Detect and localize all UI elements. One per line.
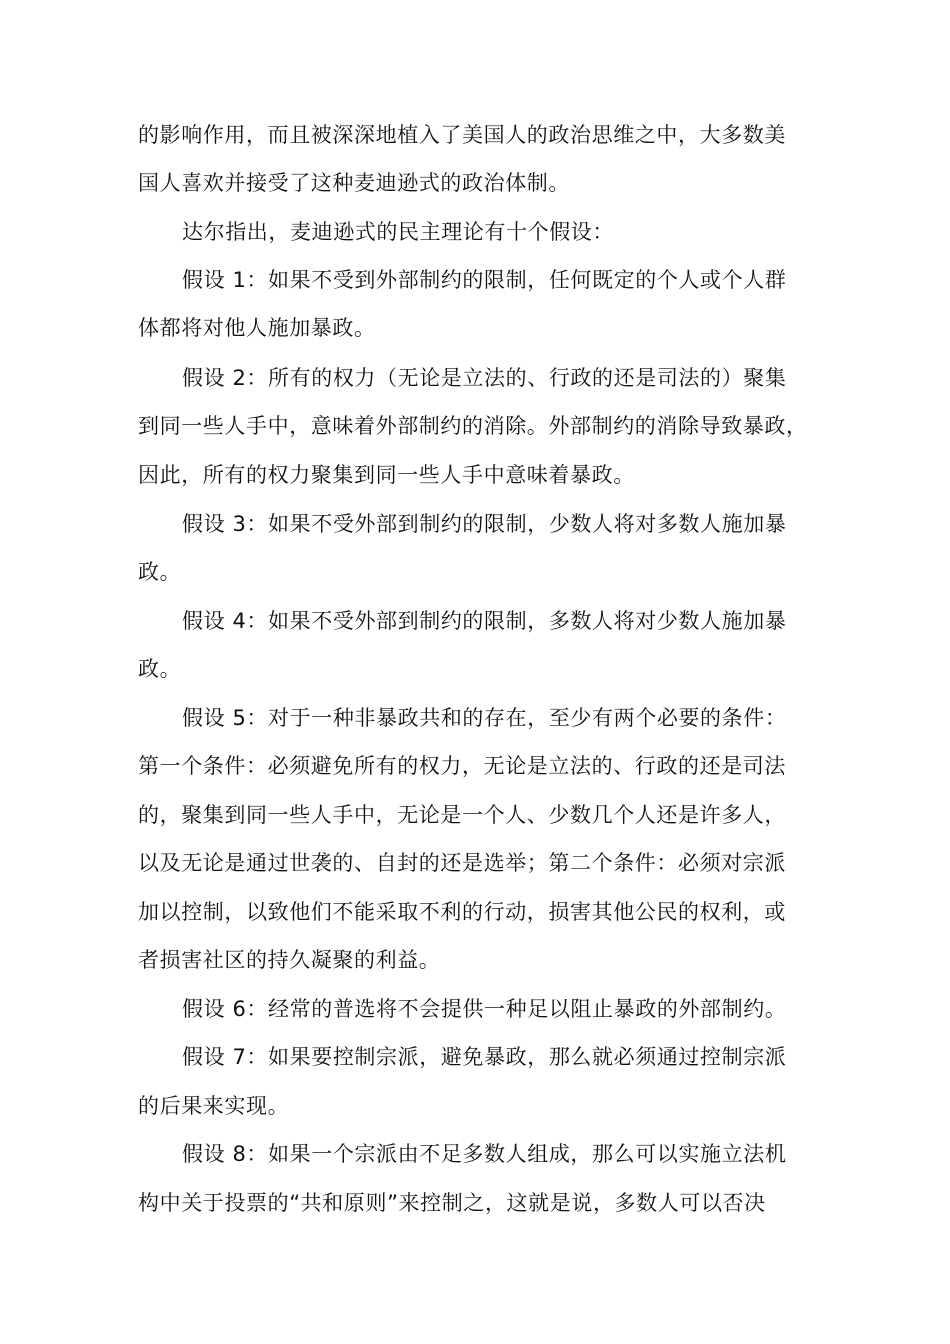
paragraph-line: 构中关于投票的“共和原则”来控制之，这就是说，多数人可以否决 — [138, 1191, 766, 1215]
paragraph-line: 假设 8：如果一个宗派由不足多数人组成，那么可以实施立法机 — [182, 1142, 787, 1166]
paragraph-line: 政。 — [138, 560, 182, 584]
paragraph-line: 假设 5：对于一种非暴政共和的存在，至少有两个必要的条件： — [182, 706, 787, 730]
paragraph-line: 以及无论是通过世袭的、自封的还是选举；第二个条件：必须对宗派 — [138, 851, 786, 875]
paragraph-line: 国人喜欢并接受了这种麦迪逊式的政治体制。 — [138, 171, 570, 195]
paragraph-line: 加以控制，以致他们不能采取不利的行动，损害其他公民的权利，或 — [138, 900, 786, 924]
paragraph-line: 体都将对他人施加暴政。 — [138, 316, 376, 340]
paragraph-line: 的影响作用，而且被深深地植入了美国人的政治思维之中，大多数美 — [138, 123, 786, 147]
paragraph-line: 假设 6：经常的普选将不会提供一种足以阻止暴政的外部制约。 — [182, 997, 787, 1021]
paragraph-line: 假设 1：如果不受到外部制约的限制，任何既定的个人或个人群 — [182, 268, 787, 292]
paragraph-line: 的后果来实现。 — [138, 1094, 290, 1118]
paragraph-line: 的，聚集到同一些人手中，无论是一个人、少数几个人还是许多人， — [138, 803, 786, 827]
paragraph-line: 者损害社区的持久凝聚的利益。 — [138, 948, 441, 972]
paragraph-line: 政。 — [138, 657, 182, 681]
paragraph-line: 假设 4：如果不受外部到制约的限制，多数人将对少数人施加暴 — [182, 609, 787, 633]
paragraph-line: 达尔指出，麦迪逊式的民主理论有十个假设： — [182, 220, 614, 244]
paragraph-line: 假设 3：如果不受外部到制约的限制，少数人将对多数人施加暴 — [182, 512, 787, 536]
paragraph-line: 第一个条件：必须避免所有的权力，无论是立法的、行政的还是司法 — [138, 754, 786, 778]
paragraph-line: 假设 2：所有的权力（无论是立法的、行政的还是司法的）聚集 — [182, 366, 787, 390]
paragraph-line: 到同一些人手中，意味着外部制约的消除。外部制约的消除导致暴政， — [138, 414, 808, 438]
paragraph-line: 因此，所有的权力聚集到同一些人手中意味着暴政。 — [138, 463, 635, 487]
paragraph-line: 假设 7：如果要控制宗派，避免暴政，那么就必须通过控制宗派 — [182, 1045, 787, 1069]
